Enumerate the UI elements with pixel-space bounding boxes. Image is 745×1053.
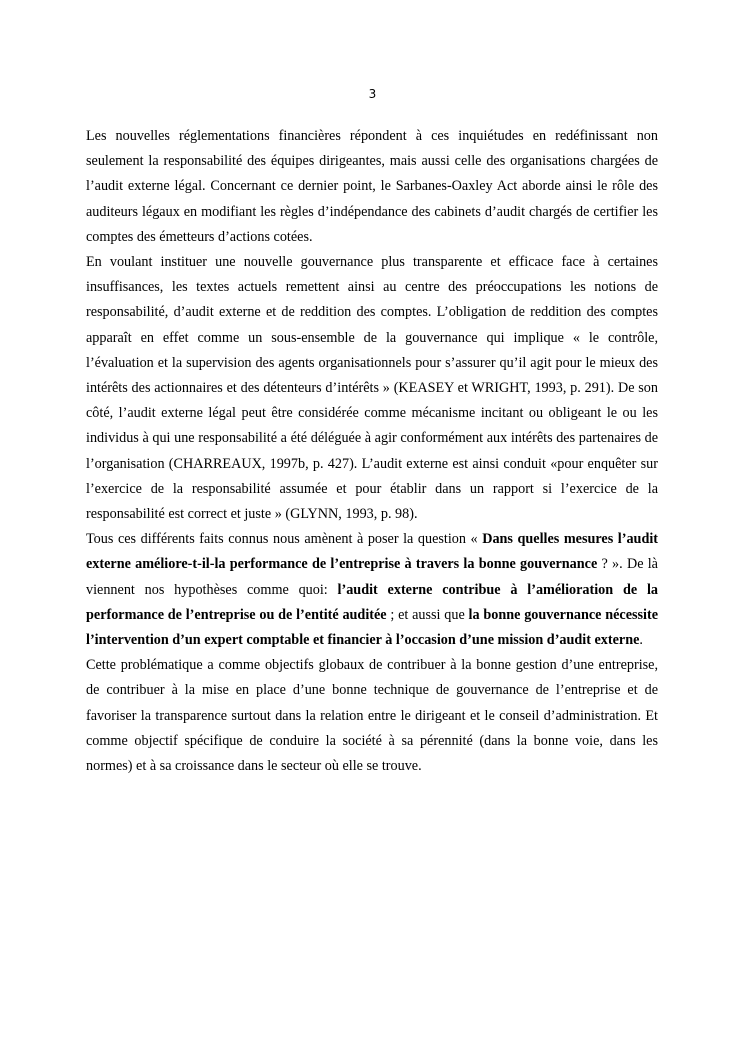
paragraph-3-transition: ? ». De là viennent nos hypothèses comme quoi:: [86, 556, 658, 598]
research-question: Dans quelles mesures l’audit externe améliore-t-il-la performance de l’entreprise à travers la bonne gouvernance: [86, 531, 658, 573]
paragraph-4: [86, 653, 658, 779]
paragraph-3-connector: ; et aussi que: [386, 606, 469, 623]
paragraph-2-text: En voulant instituer une nouvelle gouvernance plus transparente et efficace face à certaines insuffisances, les textes actuels remettent ainsi au centre des préoccupations les notions de responsabilité, d’audit externe et de reddition des comptes. L’obligation de reddition des comptes apparaît en effet comme un sous-ensemble de la gouvernance qui implique « le contrôle, l’évaluation et la supervision des agents organisationnels pour s’assurer qu’il agit pour le mieux des intérêts des actionnaires et des détenteurs d’intérêts » (KEASEY et WRIGHT, 1993, p. 291). De son côté, l’audit externe légal peut être considérée comme mécanisme incitant ou obligeant le ou les individus à qui une responsabilité a été déléguée à agir conformément aux intérêts des partenaires de l’organisation (CHARREAUX, 1997b, p. 427). L’audit externe est ainsi conduit «pour enquêter sur l’exercice de la responsabilité assumée et pour établir dans un rapport si l’exercice de la responsabilité est correct et juste » (GLYNN, 1993, p. 98).: [86, 254, 658, 523]
paragraph-4-text: Cette problématique a comme objectifs globaux de contribuer à la bonne gestion d’une entreprise, de contribuer à la mise en place d’une bonne technique de gouvernance de l’entreprise et de favoriser la transparence surtout dans la relation entre le dirigeant et le conseil d’administration. Et comme objectif spécifique de conduire la société à sa pérennité (dans la bonne voie, dans les normes) et à sa croissance dans le secteur où elle se trouve.: [86, 657, 658, 775]
hypothesis-1: l’audit externe contribue à l’amélioration de la performance de l’entreprise ou de l’entité auditée: [86, 581, 658, 623]
paragraph-3: [86, 527, 658, 653]
paragraph-1-text: Les nouvelles réglementations financières répondent à ces inquiétudes en redéfinissant non seulement la responsabilité des équipes dirigeantes, mais aussi celle des organisations chargées de l’audit externe légal. Concernant ce dernier point, le Sarbanes-Oaxley Act aborde ainsi le rôle des auditeurs légaux en modifiant les règles d’indépendance des cabinets d’audit chargés de certifier les comptes des émetteurs d’actions cotées.: [86, 128, 658, 245]
paragraph-1: [86, 124, 658, 250]
paragraph-3-intro: Tous ces différents faits connus nous amènent à poser la question «: [86, 531, 483, 548]
paragraph-2: [86, 250, 658, 527]
page-number: 3: [368, 87, 377, 101]
hypothesis-2: la bonne gouvernance nécessite l’intervention d’un expert comptable et financier à l’occasion d’une mission d’audit externe: [86, 606, 658, 649]
paragraph-3-end: .: [639, 632, 643, 649]
body-text: [86, 124, 658, 779]
